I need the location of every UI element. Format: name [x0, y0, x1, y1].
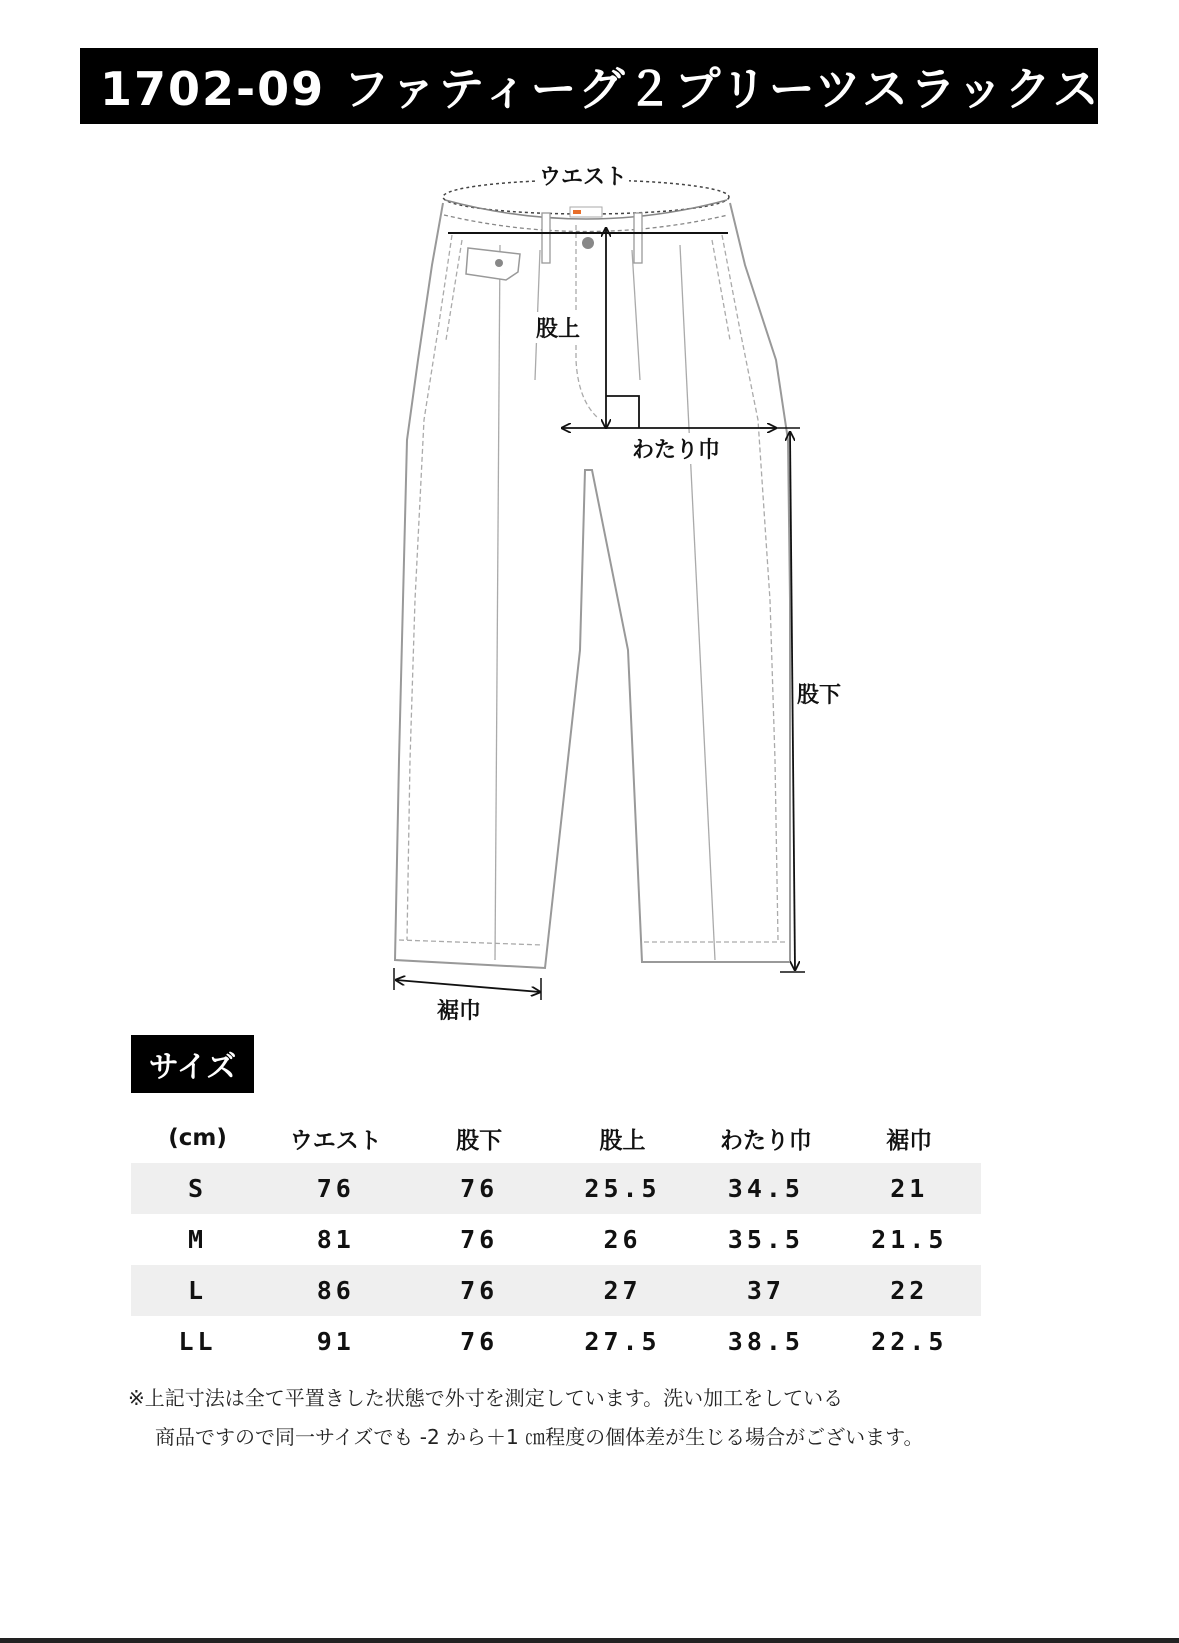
- col-header-rise: 股上: [599, 1127, 646, 1154]
- size-cell: LL: [178, 1327, 217, 1356]
- value-cell: 86: [264, 1265, 407, 1316]
- table-row: [131, 1163, 981, 1214]
- measurement-note-line1: ※上記寸法は全て平置きした状態で外寸を測定しています。洗い加工をしている: [128, 1386, 844, 1410]
- value-cell: 26: [603, 1225, 642, 1254]
- pants-outline: [395, 203, 790, 968]
- waist-label: ウエスト: [537, 160, 629, 191]
- value-cell: 76: [460, 1327, 499, 1356]
- inseam-label: 股下: [795, 678, 843, 709]
- size-table: [131, 1113, 981, 1367]
- value-cell: 35.5: [727, 1225, 804, 1254]
- value-cell: 22: [838, 1265, 981, 1316]
- size-cell: L: [131, 1265, 264, 1316]
- size-table-header-row: [131, 1113, 981, 1163]
- hem-arrow: [396, 980, 540, 992]
- value-cell: 21.5: [871, 1225, 948, 1254]
- value-cell: 27.5: [584, 1327, 661, 1356]
- hem-label: 裾巾: [435, 994, 483, 1025]
- col-header-hem: 裾巾: [886, 1127, 933, 1154]
- value-cell: 76: [407, 1265, 550, 1316]
- thigh-label: わたり巾: [630, 433, 722, 464]
- value-cell: 21: [838, 1163, 981, 1214]
- unit-header: (cm): [168, 1125, 227, 1151]
- value-cell: 22.5: [871, 1327, 948, 1356]
- size-heading: サイズ: [131, 1035, 254, 1093]
- button-icon: [582, 237, 594, 249]
- value-cell: 34.5: [694, 1163, 837, 1214]
- size-cell: S: [131, 1163, 264, 1214]
- size-cell: M: [188, 1225, 208, 1254]
- bottom-divider: [0, 1638, 1179, 1643]
- table-row: [131, 1214, 981, 1265]
- value-cell: 76: [460, 1225, 499, 1254]
- table-row: [131, 1265, 981, 1316]
- table-row: [131, 1316, 981, 1367]
- col-header-inseam: 股下: [456, 1127, 503, 1154]
- measurement-note-line2: 商品ですので同一サイズでも -2 から＋1 ㎝程度の個体差が生じる場合がございます。: [155, 1425, 924, 1449]
- value-cell: 76: [407, 1163, 550, 1214]
- value-cell: 37: [694, 1265, 837, 1316]
- value-cell: 25.5: [551, 1163, 694, 1214]
- value-cell: 91: [316, 1327, 355, 1356]
- product-title: 1702-09 ファティーグ２プリーツスラックス: [100, 62, 1101, 116]
- value-cell: 81: [316, 1225, 355, 1254]
- col-header-waist: ウエスト: [289, 1127, 382, 1154]
- rise-label: 股上: [534, 312, 582, 343]
- value-cell: 38.5: [727, 1327, 804, 1356]
- value-cell: 27: [551, 1265, 694, 1316]
- col-header-thigh: わたり巾: [719, 1127, 812, 1154]
- value-cell: 76: [264, 1163, 407, 1214]
